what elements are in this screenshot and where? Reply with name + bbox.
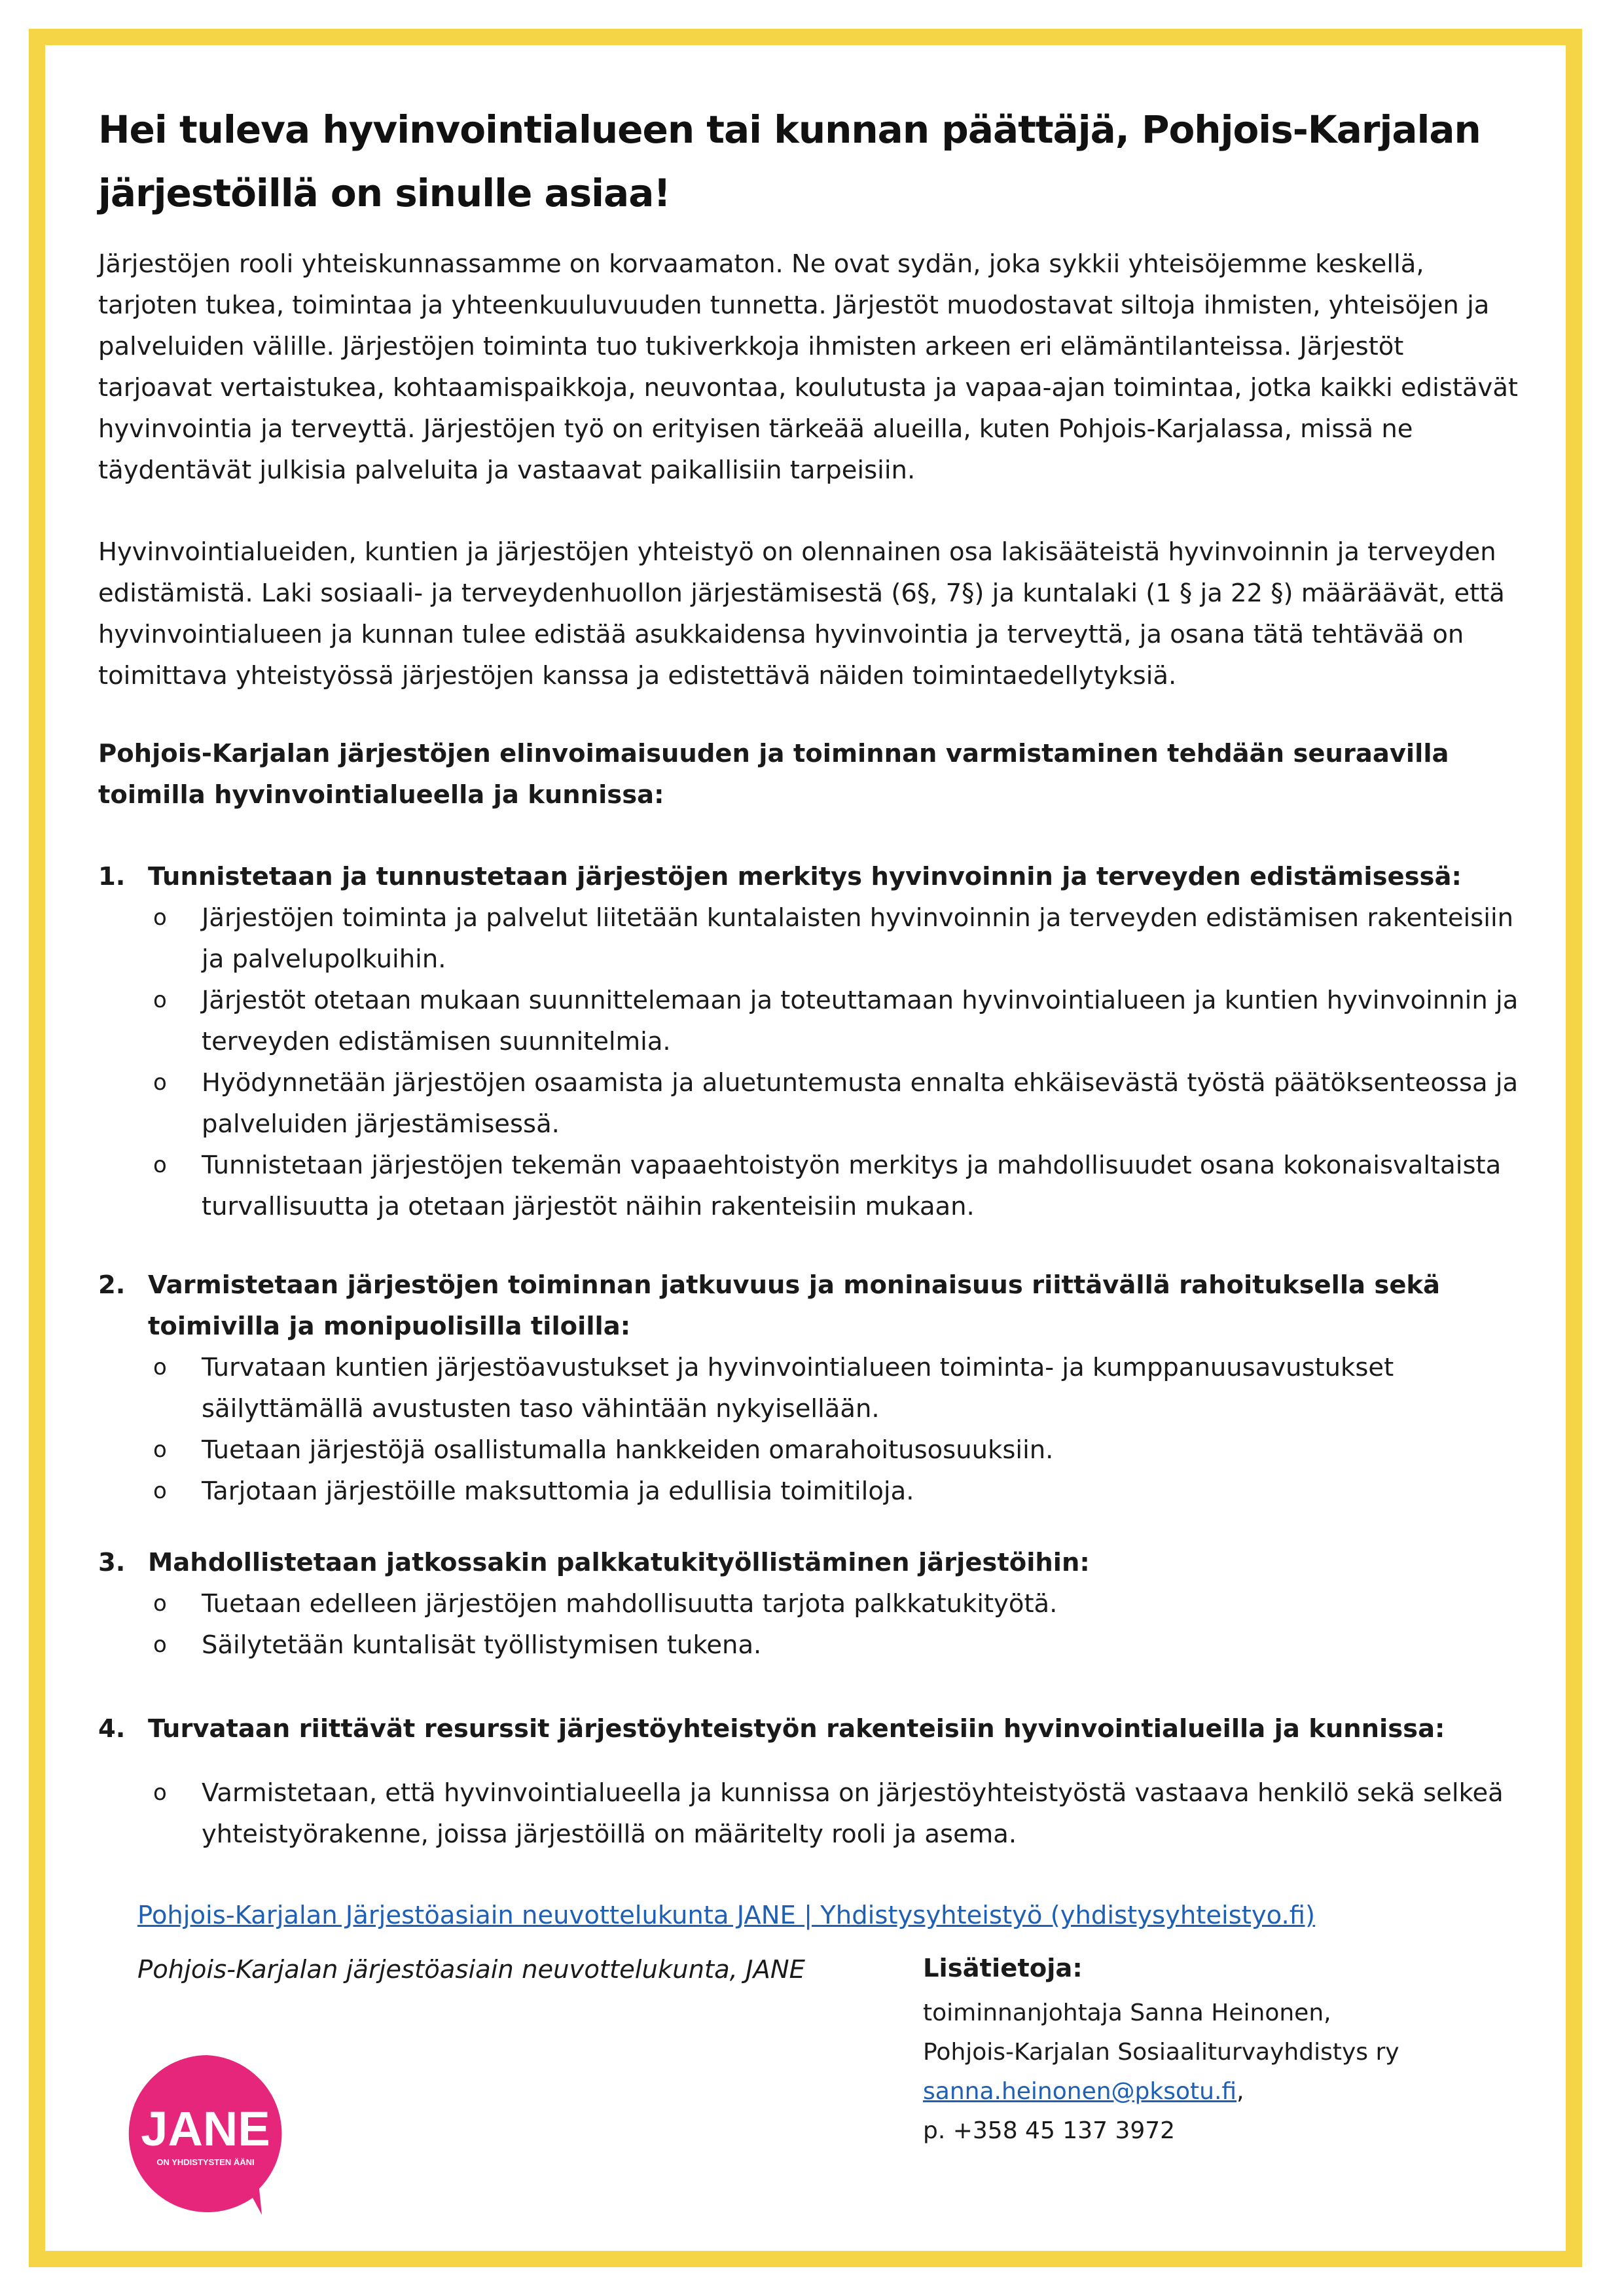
contact-phone: p. +358 45 137 3972 [923, 2117, 1176, 2144]
contact-line: Pohjois-Karjalan Sosiaaliturvayhdistys ry [923, 2039, 1399, 2066]
list-item: o Tunnistetaan järjestöjen tekemän vapaaehtoistyön merkitys ja mahdollisuudet osana kokonaisvaltaista turvallisuutta ja otetaan järjestöt näihin rakenteisiin mukaan. [98, 1145, 1525, 1227]
bullet-marker: o [153, 1632, 167, 1658]
contact-line: toiminnanjohtaja Sanna Heinonen, [923, 2000, 1331, 2026]
bullet-marker: o [153, 1478, 167, 1504]
list-item: o Järjestöjen toiminta ja palvelut liitetään kuntalaisten hyvinvoinnin ja terveyden edistämisen rakenteisiin ja palvelupolkuihin. [98, 897, 1525, 980]
contact-heading: Lisätietoja: [923, 1954, 1083, 1983]
bullet-marker: o [153, 1590, 167, 1617]
contact-email-row: sanna.heinonen@pksotu.fi, [923, 2078, 1244, 2105]
bullet-marker: o [153, 905, 167, 931]
section-heading: Tunnistetaan ja tunnustetaan järjestöjen merkitys hyvinvoinnin ja terveyden edistämisessä: [148, 862, 1462, 891]
list-item: o Säilytetään kuntalisät työllistymisen tukena. [98, 1624, 1525, 1666]
section-number: 3. [98, 1548, 126, 1577]
law-paragraph: Hyvinvointialueiden, kuntien ja järjestöjen yhteistyö on olennainen osa lakisääteistä hyvinvoinnin ja terveyden edistämistä. Laki sosiaali- ja terveydenhuollon järjestämisestä (6§, 7§) ja kuntalaki (1 § ja 22 §) määräävät, että hyvinvointialueen ja kunnan tulee edistää asukkaidensa hyvinvointia ja terveyttä, ja osana tätä tehtävää on toimittava yhteistyössä järjestöjen kanssa ja edistettävä näiden toimintaedellytyksiä. [98, 537, 1505, 691]
section-1-title [98, 856, 1525, 897]
section-number: 1. [98, 862, 126, 891]
section-heading: Turvataan riittävät resurssit järjestöyhteistyön rakenteisiin hyvinvointialueilla ja kunnissa: [148, 1714, 1445, 1744]
section-number: 4. [98, 1714, 126, 1744]
section-4-title [98, 1708, 1525, 1749]
list-item: o Tuetaan järjestöjä osallistumalla hankkeiden omarahoitusosuuksiin. [98, 1429, 1525, 1471]
list-item: o Turvataan kuntien järjestöavustukset ja hyvinvointialueen toiminta- ja kumppanuusavustukset säilyttämällä avustusten taso vähintään nykyisellään. [98, 1347, 1525, 1429]
list-item: o Hyödynnetään järjestöjen osaamista ja aluetuntemusta ennalta ehkäisevästä työstä päätöksenteossa ja palveluiden järjestämisessä. [98, 1062, 1525, 1145]
section-number: 2. [98, 1270, 126, 1300]
footer-org-name: Pohjois-Karjalan järjestöasiain neuvottelukunta, JANE [137, 1955, 805, 1984]
bullet-marker: o [153, 1437, 167, 1463]
bullet-marker: o [153, 1069, 167, 1096]
logo-wordmark: JANE [141, 2102, 270, 2156]
measures-lead: Pohjois-Karjalan järjestöjen elinvoimaisuuden ja toiminnan varmistaminen tehdään seuraavilla toimilla hyvinvointialueella ja kunnissa: [98, 739, 1449, 810]
section-heading: Mahdollistetaan jatkossakin palkkatukityöllistäminen järjestöihin: [148, 1548, 1090, 1577]
list-item: o Järjestöt otetaan mukaan suunnittelemaan ja toteuttamaan hyvinvointialueen ja kuntien hyvinvoinnin ja terveyden edistämisen suunnitelmia. [98, 980, 1525, 1062]
contact-info [923, 1949, 1512, 2151]
jane-logo-icon [122, 2049, 292, 2219]
jane-website-link[interactable]: Pohjois-Karjalan Järjestöasiain neuvottelukunta JANE | Yhdistysyhteistyö (yhdistysyhteistyo.fi) [137, 1901, 1316, 1930]
section-3-title [98, 1542, 1525, 1583]
list-item: o Tuetaan edelleen järjestöjen mahdollisuutta tarjota palkkatukityötä. [98, 1583, 1525, 1624]
logo-tagline: ON YHDISTYSTEN ÄÄNI [156, 2157, 255, 2167]
page-title: Hei tuleva hyvinvointialueen tai kunnan päättäjä, Pohjois-Karjalan järjestöillä on sinulle asiaa! [98, 107, 1481, 215]
list-item: o Varmistetaan, että hyvinvointialueella ja kunnissa on järjestöyhteistyöstä vastaava henkilö sekä selkeä yhteistyörakenne, joissa järjestöillä on määritelty rooli ja asema. [98, 1772, 1525, 1855]
bullet-marker: o [153, 1354, 167, 1380]
section-heading: Varmistetaan järjestöjen toiminnan jatkuvuus ja moninaisuus riittävällä rahoituksella sekä toimivilla ja monipuolisilla tiloilla: [148, 1270, 1441, 1341]
list-item: o Tarjotaan järjestöille maksuttomia ja edullisia toimitiloja. [98, 1471, 1525, 1512]
contact-email-link[interactable]: sanna.heinonen@pksotu.fi [923, 2078, 1237, 2105]
intro-paragraph: Järjestöjen rooli yhteiskunnassamme on korvaamaton. Ne ovat sydän, joka sykkii yhteisöjemme keskellä, tarjoten tukea, toimintaa ja yhteenkuuluvuuden tunnetta. Järjestöt muodostavat siltoja ihmisten, yhteisöjen ja palveluiden välille. Järjestöjen toiminta tuo tukiverkkoja ihmisten arkeen eri elämäntilanteissa. Järjestöt tarjoavat vertaistukea, kohtaamispaikkoja, neuvontaa, koulutusta ja vapaa-ajan toimintaa, jotka kaikki edistävät hyvinvointia ja terveyttä. Järjestöjen työ on erityisen tärkeää alueilla, kuten Pohjois-Karjalassa, missä ne täydentävät julkisia palveluita ja vastaavat paikallisiin tarpeisiin. [98, 249, 1519, 485]
section-2-title [98, 1265, 1525, 1347]
bullet-marker: o [153, 1152, 167, 1178]
bullet-marker: o [153, 1780, 167, 1806]
bullet-marker: o [153, 987, 167, 1013]
